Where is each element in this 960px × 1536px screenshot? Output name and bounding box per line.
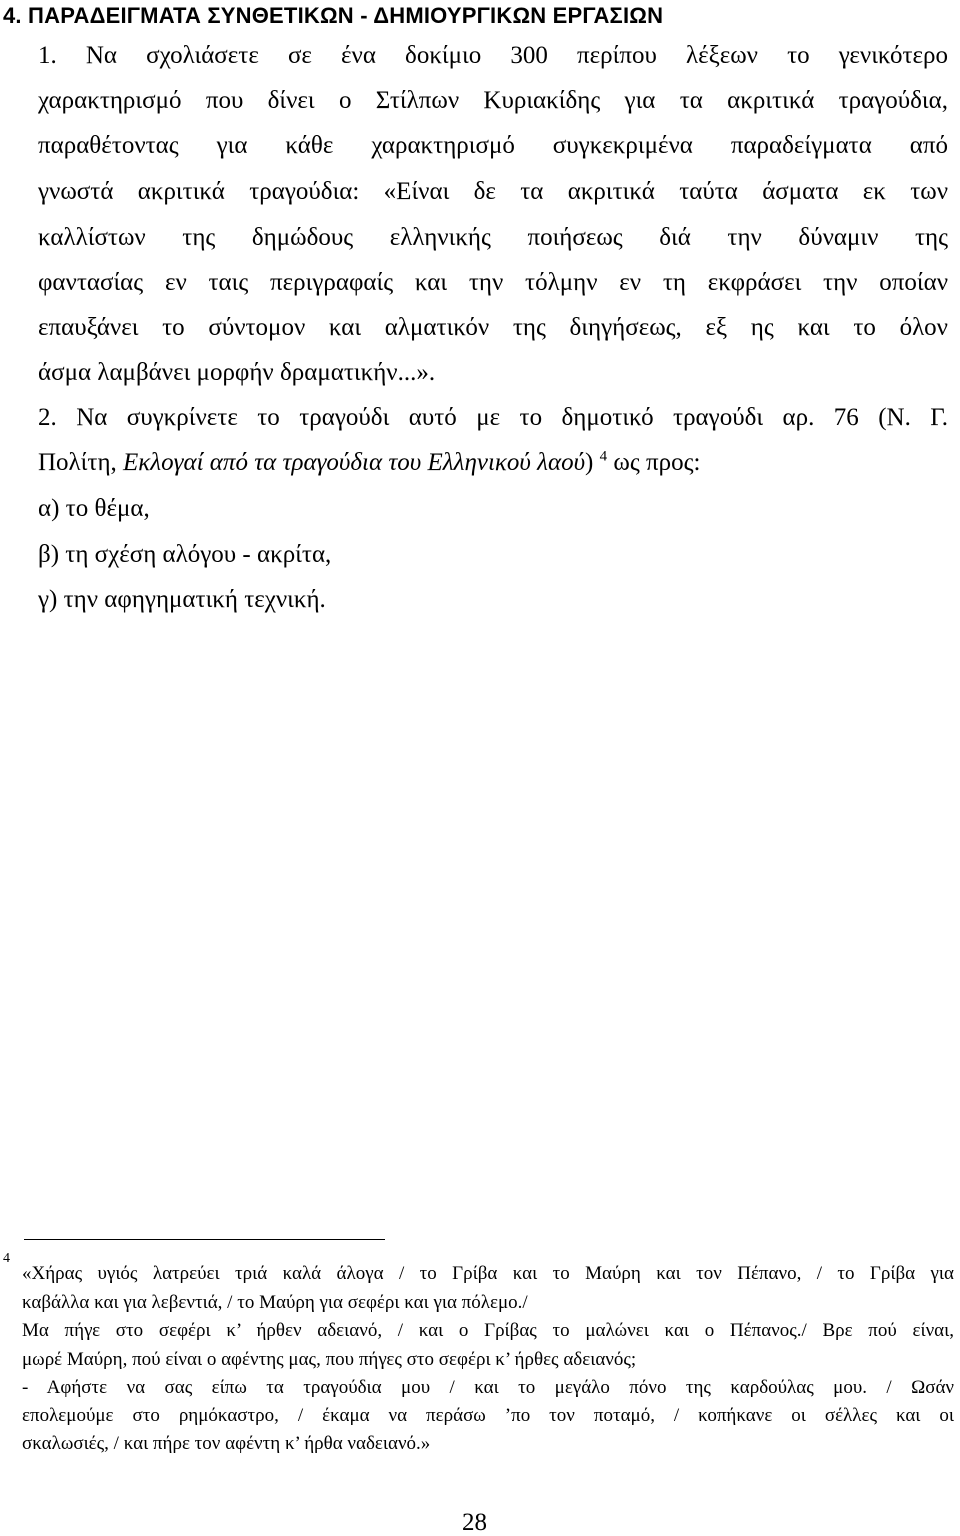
exercise1-line-3: παραθέτοντας για κάθε χαρακτηρισμό συγκεκριμένα παραδείγματα από — [38, 132, 948, 159]
exercise2-line-2 — [38, 448, 700, 478]
exercise2-item-c: γ) την αφηγηματική τεχνική. — [38, 586, 326, 613]
exercise2-line-1: 2. Να συγκρίνετε το τραγούδι αυτό με το δημοτικό τραγούδι αρ. 76 (Ν. Γ. — [38, 404, 948, 431]
section-heading: 4. ΠΑΡΑΔΕΙΓΜΑΤΑ ΣΥΝΘΕΤΙΚΩΝ - ΔΗΜΙΟΥΡΓΙΚΩΝ ΕΡΓΑΣΙΩΝ — [3, 3, 664, 28]
close-paren: ) — [585, 449, 594, 476]
footnote-line-4: μωρέ Μαύρη, πού είναι ο αφέντης μας, που πήγες στο σεφέρι κ’ ήρθες αδειανός; — [22, 1349, 637, 1370]
exercise2-line2-end: ως προς: — [607, 449, 701, 476]
footnote-line-2: καβάλλα και για λεβεντιά, / το Μαύρη για σεφέρι και για πόλεμο./ — [22, 1292, 528, 1313]
footnote-separator — [24, 1239, 385, 1240]
exercise1-line-6: φαντασίας εν ταις περιγραφαίς και την τόλμην εν τη εκφράσει την οποίαν — [38, 269, 948, 296]
exercise2-item-a: α) το θέμα, — [38, 495, 150, 522]
exercise1-line-1: 1. Να σχολιάσετε σε ένα δοκίμιο 300 περίπου λέξεων το γενικότερο — [38, 42, 948, 69]
footnote-line-5: - Αφήστε να σας είπω τα τραγούδια μου / και το μεγάλο πόνο της καρδούλας μου. / Ωσάν — [22, 1377, 954, 1398]
exercise2-item-b: β) τη σχέση αλόγου - ακρίτα, — [38, 541, 332, 568]
footnote-marker: 4 — [3, 1251, 10, 1266]
page-number: 28 — [462, 1509, 487, 1536]
exercise1-line-7: επαυξάνει το σύντομον και αλματικόν της διηγήσεως, εξ ης και το όλον — [38, 314, 948, 341]
footnote-reference: 4 — [599, 448, 608, 465]
exercise1-line-8: άσμα λαμβάνει μορφήν δραματικήν...». — [38, 359, 436, 386]
exercise1-line-5: καλλίστων της δημώδους ελληνικής ποιήσεως διά την δύναμιν της — [38, 224, 948, 251]
exercise2-line2-start: Πολίτη, — [38, 449, 124, 476]
footnote-line-7: σκαλωσιές, / και πήρε τον αφέντη κ’ ήρθα ναδειανό.» — [22, 1433, 431, 1454]
footnote-line-6: επολεμούμε στο ρημόκαστρο, / έκαμα να περάσω ’πο τον ποταμό, / κοπήκανε οι σέλλες και οι — [22, 1405, 954, 1426]
exercise1-line-2: χαρακτηρισμό που δίνει ο Στίλπων Κυριακίδης για τα ακριτικά τραγούδια, — [38, 87, 948, 114]
footnote-line-3: Μα πήγε στο σεφέρι κ’ ήρθεν αδειανό, / και ο Γρίβας το μαλώνει και ο Πέπανος./ Βρε πού είναι, — [22, 1320, 954, 1341]
book-title: Εκλογαί από τα τραγούδια του Ελληνικού λαού — [123, 449, 586, 476]
footnote-line-1: «Χήρας υγιός λατρεύει τριά καλά άλογα / το Γρίβα και το Μαύρη και τον Πέπανο, / το Γρίβα για — [22, 1263, 954, 1284]
exercise1-line-4: γνωστά ακριτικά τραγούδια: «Είναι δε τα ακριτικά ταύτα άσματα εκ των — [38, 178, 948, 205]
